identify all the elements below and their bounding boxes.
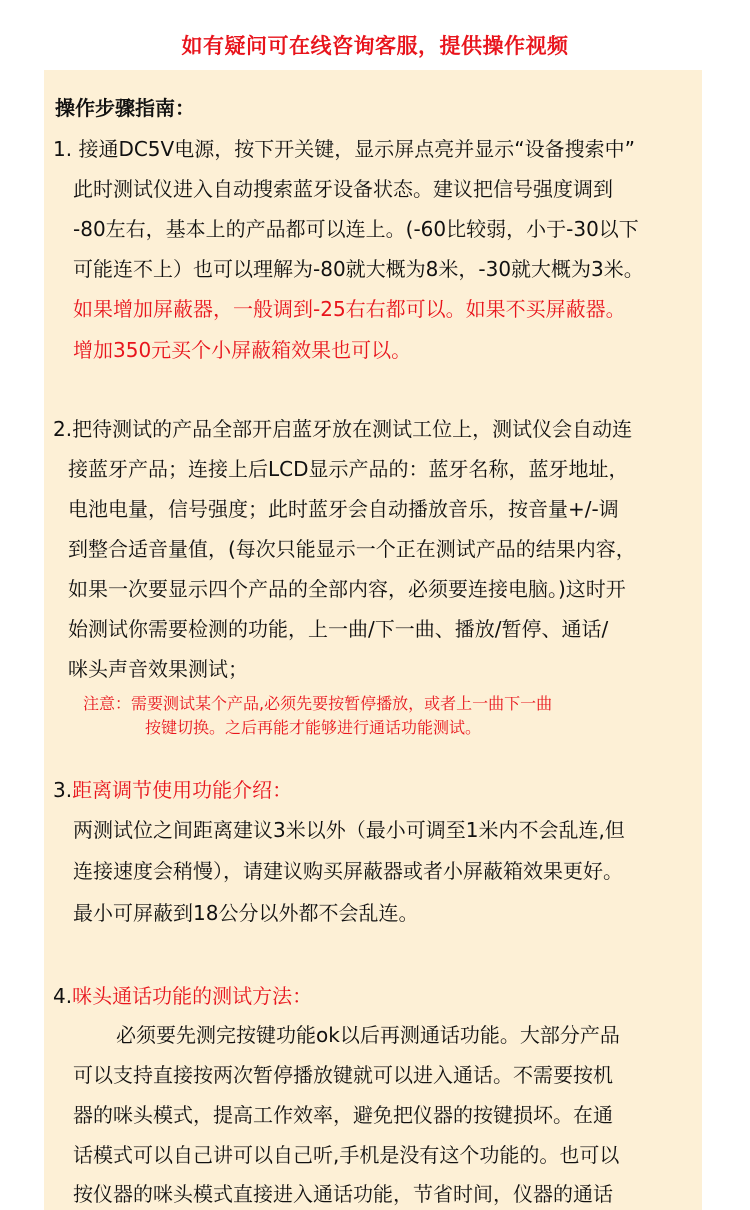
step1-line: 此时测试仪进入自动搜索蓝牙设备状态。建议把信号强度调到: [73, 177, 613, 201]
step4-line: 必须要先测完按键功能ok以后再测通话功能。大部分产品: [116, 1023, 620, 1047]
step3-line: 最小可屏蔽到18公分以外都不会乱连。: [73, 901, 419, 925]
step2-note: 按键切换。之后再能才能够进行通话功能测试。: [145, 718, 482, 737]
step3-number: 3.: [53, 778, 73, 802]
step4-heading: [53, 982, 312, 1010]
step4-number: 4.: [53, 984, 73, 1008]
step1-line: -80左右，基本上的产品都可以连上。(-60比较弱，小于-30以下: [73, 217, 639, 241]
step4-line: 器的咪头模式，提高工作效率，避免把仪器的按键损坏。在通: [73, 1103, 613, 1127]
step2-line: 咪头声音效果测试；: [68, 657, 248, 681]
step3-line: 连接速度会稍慢），请建议购买屏蔽器或者小屏蔽箱效果更好。: [73, 859, 623, 883]
step2-line: 如果一次要显示四个产品的全部内容，必须要连接电脑。)这时开: [68, 577, 626, 601]
step2-line: 2.把待测试的产品全部开启蓝牙放在测试工位上，测试仪会自动连: [53, 417, 633, 441]
step1-warning-line: 如果增加屏蔽器，一般调到-25右右都可以。如果不买屏蔽器。: [73, 297, 626, 321]
step4-title: 咪头通话功能的测试方法：: [72, 984, 313, 1008]
step4-line: 话模式可以自己讲可以自己听,手机是没有这个功能的。也可以: [73, 1143, 620, 1167]
support-banner: 如有疑问可在线咨询客服，提供操作视频: [181, 34, 569, 58]
step2-line: 电池电量，信号强度；此时蓝牙会自动播放音乐，按音量+/-调: [68, 497, 619, 521]
step3-heading: [53, 776, 292, 804]
guide-title: 操作步骤指南：: [55, 96, 195, 120]
step1-warning-line: 增加350元买个小屏蔽箱效果也可以。: [73, 338, 412, 362]
step3-title: 距离调节使用功能介绍：: [72, 778, 293, 802]
step2-line: 到整合适音量值，(每次只能显示一个正在测试产品的结果内容，: [68, 537, 636, 561]
step4-line: 按仪器的咪头模式直接进入通话功能，节省时间，仪器的通话: [73, 1182, 613, 1206]
step2-line: 接蓝牙产品；连接上后LCD显示产品的：蓝牙名称，蓝牙地址，: [68, 457, 629, 481]
step1-line: 1. 接通DC5V电源，按下开关键，显示屏点亮并显示“设备搜索中”: [53, 137, 635, 161]
step2-line: 始测试你需要检测的功能，上一曲/下一曲、播放/暂停、通话/: [68, 617, 609, 641]
step1-line: 可能连不上）也可以理解为-80就大概为8米，-30就大概为3米。: [73, 257, 644, 281]
step2-note: 注意：需要测试某个产品,必须先要按暂停播放，或者上一曲下一曲: [83, 694, 553, 713]
step4-line: 可以支持直接按两次暂停播放键就可以进入通话。不需要按机: [73, 1063, 613, 1087]
step3-line: 两测试位之间距离建议3米以外（最小可调至1米内不会乱连,但: [73, 818, 625, 842]
